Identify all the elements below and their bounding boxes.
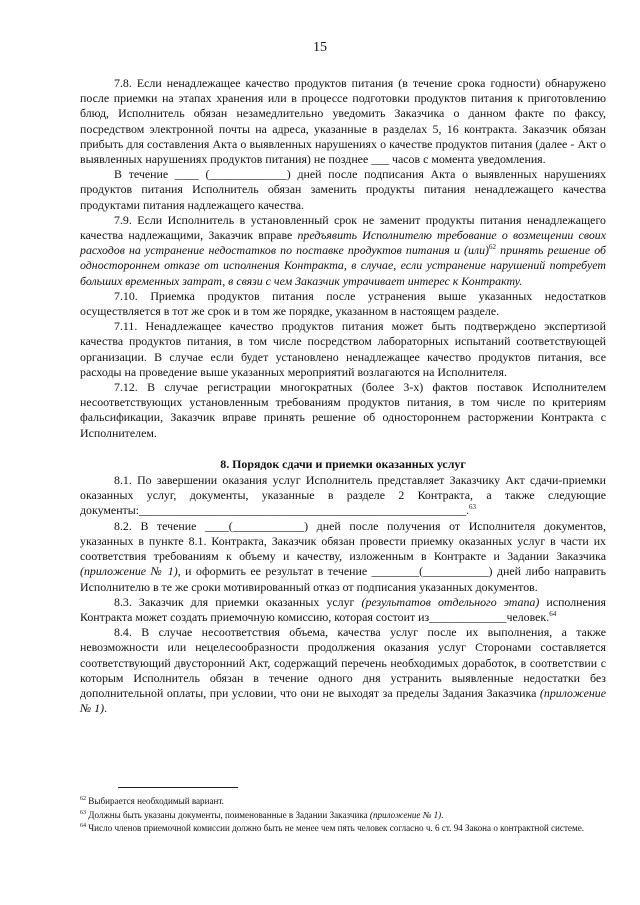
paragraph-7-9 (80, 213, 606, 289)
p79-text-a: 7.9. Если Исполнитель в установленный срок не заменит продукты питания ненадлежащего качества надлежащими, Заказчик вправе (80, 212, 606, 243)
footnote-ref-62: 62 (489, 243, 497, 252)
p83-text-c: исполнения Контракта может создать приемочную комиссию, которая состоит из_____________человек. (80, 594, 606, 624)
p83-text-a: 8.3. Заказчик для приемки оказанных услуг (114, 594, 362, 609)
footnote-text: Выбирается необходимый вариант. (86, 796, 224, 806)
footnote-text: Должны быть указаны документы, поименованные в Задании Заказчика (86, 809, 370, 820)
p82-text-c: , и оформить ее результат в течение ________(___________) дней либо направить Исполнителю в те же сроки мотивированный отказ от подписания указанных документов. (80, 564, 606, 594)
p84-text-b: (приложение № 1) (80, 685, 606, 716)
footnote-number: 64 (80, 823, 86, 830)
p84-text-a: 8.4. В случае несоответствия объема, качества услуг после их выполнения, а также невозможности или нецелесообразности продолжения оказания услуг Сторонами составляется соответствующий двусторонний Акт, содержащий перечень необходимых доработок, в соответствии с которым Исполнитель обязан в течение одного дня устранить выявленные недостатки без дополнительной оплаты, при условии, что они не выходят за пределы Задания Заказчика (80, 625, 606, 700)
footnote-63 (80, 810, 606, 822)
paragraph-8-1 (80, 473, 606, 519)
footnote-separator (118, 787, 238, 788)
paragraph-8-2 (80, 519, 606, 595)
footnote-ref-63: 63 (469, 503, 477, 512)
section-8-heading: 8. Порядок сдачи и приемки оказанных услуг (220, 456, 466, 471)
paragraph-7-10: 7.10. Приемка продуктов питания после устранения выше указанных недостатков осуществляется в тот же срок и в том же порядке, указанном в настоящем разделе. (80, 288, 606, 319)
footnote-number: 63 (80, 809, 86, 816)
paragraph-8-3 (80, 595, 606, 625)
document-body (80, 76, 606, 716)
paragraph-7-8: 7.8. Если ненадлежащее качество продуктов питания (в течение срока годности) обнаружено после приемки на этапах хранения или в процессе подготовки продуктов питания к приготовлению блюд, Исполнитель обязан незамедлительно уведомить Заказчика о данном факте по факсу, посредством электронной почты на адреса, указанные в разделах 5, 16 контракта. Заказчик обязан прибыть для составления Акта о выявленных нарушениях о качестве продуктов питания (далее - Акт о выявленных нарушениях продуктов питания) не позднее ___ часов с момента уведомления. (80, 76, 606, 167)
footnote-text-italic: (приложение № 1) (369, 809, 442, 820)
p81-text: 8.1. По завершении оказания услуг Исполнитель представляет Заказчику Акт сдачи-приемки оказанных услуг, документы, указанные в разделе 2 Контракта, а также следующие документы:_______________________________________________________. (80, 473, 606, 518)
p79-text-b: предъявить Исполнителю требование о возмещении своих расходов на устранение недостатков по поставке продуктов питания и (или) (80, 228, 606, 258)
footnotes (80, 796, 606, 837)
footnote-text: Число членов приемочной комиссии должно быть не менее чем пять человек согласно ч. 6 ст. 94 Закона о контрактной системе. (86, 823, 585, 834)
footnote-text-end: . (441, 809, 444, 820)
p82-text-b: (приложение № 1) (80, 564, 178, 579)
p84-text-c: . (104, 701, 108, 716)
page-number: 15 (313, 40, 327, 55)
paragraph-7-11: 7.11. Ненадлежащее качество продуктов питания может быть подтверждено экспертизой качества продуктов питания, в том числе посредством лабораторных испытаний соответствующей организации. В случае если будет установлено ненадлежащее качество продуктов питания, все расходы на проведение выше указанных мероприятий возлагаются на Исполнителя. (80, 319, 606, 379)
p79-text-c: принять решение об одностороннем отказе от исполнения Контракта, в случае, если устранение нарушений потребует больших временных затрат, в связи с чем Заказчик утрачивает интерес к Контракту. (80, 243, 607, 288)
p83-text-b: (результатов отдельного этапа) (361, 594, 540, 609)
paragraph-7-12: 7.12. В случае регистрации многократных (более 3-х) фактов поставок Исполнителем несоответствующих установленным требованиям продуктов питания, в том числе по критериям фальсификации, Заказчик вправе принять решение об одностороннем расторжении Контракта с Исполнителем. (80, 380, 606, 440)
footnote-64 (80, 823, 606, 835)
paragraph-8-4 (80, 625, 606, 716)
footnote-62 (80, 796, 606, 808)
p82-text-a: 8.2. В течение ____(____________) дней после получения от Исполнителя документов, указанных в пункте 8.1. Контракта, Заказчик обязан провести приемку оказанных услуг в части их соответствия требованиям к объему и качеству, изложенным в Контракте и Задании Заказчика (80, 518, 606, 564)
footnote-number: 62 (80, 795, 86, 802)
footnote-ref-64: 64 (549, 609, 557, 618)
paragraph-7-8-term: В течение ____ (_____________) дней после подписания Акта о выявленных нарушениях продуктов питания Исполнитель обязан заменить продукты питания ненадлежащего качества продуктами питания надлежащего качества. (80, 167, 606, 212)
